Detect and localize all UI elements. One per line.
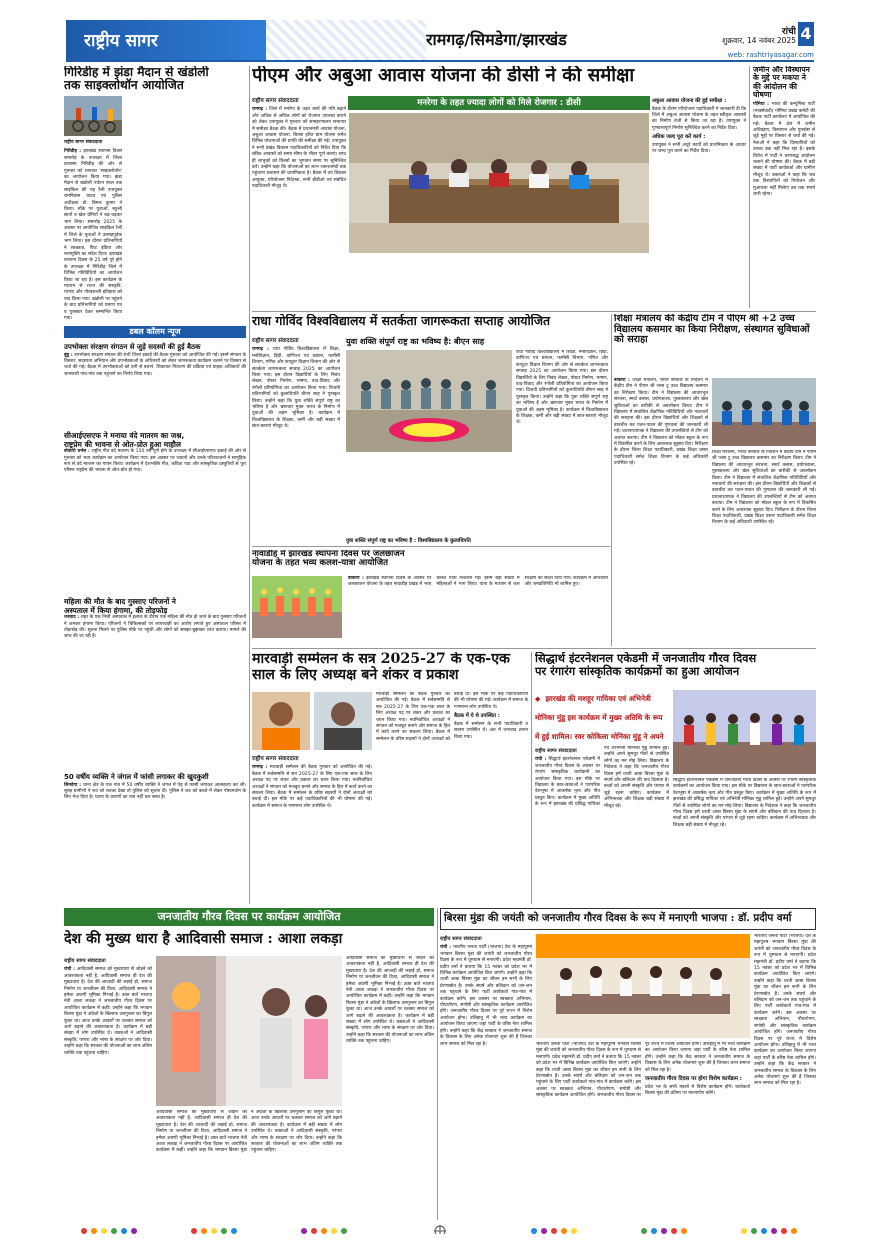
headline-giridih-line1: गिरिडीह में झंडा मैदान से खंडोली	[64, 66, 209, 79]
marwadi-text-cont: मारवाड़ी सम्मेलन की बैठक गुरुवार को आयोजित की गई। बैठक में सर्वसम्मति से सत्र 2025-27 के लिए एक-एक साल के लिए अध्यक्ष पद पर शंकर और प्रकाश का चयन किया गया। नवनिर्वाचित अध्यक्षों ने संगठन को मजबूत बनाने और समाज के हित में कार्य करने का संकल्प लिया। बैठक में सम्मेलन के वरिष्ठ सदस्यों ने दोनों अध्यक्षों को बधाई दी। इस मौके पर कई पदाधिकारियों की भी घोषणा की गई। कार्यक्रम में समाज के गणमान्य लोग उपस्थित थे।	[376, 692, 528, 742]
radha-govind-text-cont: राधा गोविंद विश्वविद्यालय में शिक्षा, मनोविज्ञान, हिंदी, वाणिज्य एवं प्रबंधन, फार्मेसी विभाग, गणित और कंप्यूटर विज्ञान विभाग की ओर से सतर्कता जागरूकता सप्ताह 2025 का आयोजन किया गया। इस दौरान विद्यार्थियों के लिए निबंध लेखन, पोस्टर निर्माण, भाषण, वाद-विवाद और रंगोली प्रतियोगिता का आयोजन किया गया। विजयी प्रतिभागियों को कुलाधिपति बीएन साह ने पुरस्कृत किया। उन्होंने कहा कि युवा शक्ति संपूर्ण राष्ट्र का भविष्य है और भ्रष्टाचार मुक्त भारत के निर्माण में युवाओं की अहम भूमिका है। कार्यक्रम में विश्वविद्यालय के शिक्षक, कर्मी और बड़ी संख्या में छात्र-छात्राएं मौजूद थे।	[516, 350, 608, 426]
cyclothon-photo-graphic	[64, 96, 122, 136]
story-brief-2	[64, 430, 246, 546]
page-number: 4	[798, 22, 814, 46]
kendriya-col-right	[712, 450, 816, 644]
story-brief-1	[64, 342, 246, 440]
dc-review-col1	[252, 96, 346, 308]
photo-siddharth	[673, 690, 816, 774]
photo-kendriya	[712, 378, 816, 446]
kendriya-text: शिक्षा मंत्रालय, भारत सरकार के निर्देशन में केंद्रीय टीम ने पीएम श्री प्लस टू उच्च विद्यालय कसमार का निरीक्षण किया। टीम ने विद्यालय की आधारभूत संरचना, स्मार्ट क्लास, प्रयोगशाला, पुस्तकालय और खेल सुविधाओं का बारीकी से अवलोकन किया। टीम ने विद्यालय में संचालित शैक्षणिक गतिविधियों और नवाचारों की सराहना की। इस दौरान विद्यार्थियों और शिक्षकों से बातचीत कर पठन-पाठन की गुणवत्ता की जानकारी ली गई। प्रधानाध्यापक ने विद्यालय की उपलब्धियों से टीम को अवगत कराया। टीम ने विद्यालय को मॉडल स्कूल के रूप में विकसित करने के लिए आवश्यक सुझाव दिए। निरीक्षण के दौरान जिला शिक्षा पदाधिकारी, प्रखंड शिक्षा प्रसार पदाधिकारी समेत शिक्षा विभाग के कई अधिकारी उपस्थित रहे।	[614, 378, 708, 467]
brief-3-dateline: धनबाद :	[64, 615, 80, 621]
land-displaced-body	[753, 102, 815, 198]
birsa-text-2: प्रदेश भर के सभी मंडलों में विशेष कार्यक्रम होंगे। कार्यकर्ता बिरसा मुंडा की प्रतिमा पर माल्यार्पण करेंगे।	[645, 1084, 750, 1097]
headline-marwadi-line2: साल के लिए अध्यक्ष बने शंकर व प्रकाश	[252, 666, 459, 683]
dc-review-subhead-3: अधिक जल्द पूरा करें कार्य :	[652, 134, 706, 141]
masthead-date: शुक्रवार, 14 नवंबर 2025	[722, 36, 796, 45]
land-displaced-text: भारत की कम्युनिस्ट पार्टी (मार्क्सवादी) गोमिया प्रखंड कमेटी की बैठक पार्टी कार्यालय में आयोजित की गई। बैठक में क्षेत्र में जमीन अधिग्रहण, विस्थापन और पुनर्वास से जुड़े मुद्दों पर विस्तार से चर्चा की गई। नेताओं ने कहा कि विस्थापितों को उनका हक नहीं मिल रहा है। इसके विरोध में पार्टी ने चरणबद्ध आंदोलन चलाने की घोषणा की। बैठक में बड़ी संख्या में पार्टी कार्यकर्ता और ग्रामीण मौजूद थे। वक्ताओं ने कहा कि जब तक विस्थापितों को नियोजन और मुआवजा नहीं मिलेगा तब तक संघर्ष जारी रहेगा।	[753, 102, 815, 198]
dc-review-col3	[652, 96, 746, 308]
footer-dots-graphic	[64, 1225, 816, 1234]
brief-4-text: थाना क्षेत्र के एक गांव में 50 वर्षीय व्यक्ति ने जंगल में पेड़ से फांसी लगाकर आत्महत्या कर ली। सुबह ग्रामीणों ने शव को लटका देखा तो पुलिस को सूचना दी। पुलिस ने शव को कब्जे में लेकर पोस्टमार्टम के लिए भेज दिया है। घटना के कारणों का पता नहीं चल सका है।	[64, 782, 246, 801]
brief-2-text: राष्ट्रीय गीत वंदे मातरम के 150 वर्ष पूर्ण होने के उपलक्ष्य में सीआईएसएफ इकाई की ओर से गुरुवार को भव्य कार्यक्रम का आयोजन किया गया। इस अवसर पर जवानों और उनके परिवारजनों ने सामूहिक रूप से वंदे मातरम का गायन किया। कार्यक्रम में देशभक्ति गीत, कविता पाठ और सांस्कृतिक प्रस्तुतियों से पूरा परिसर राष्ट्रप्रेम की भावना से ओत-प्रोत हो गया।	[64, 449, 246, 474]
marwadi-byline: राष्ट्रीय सागर संवाददाता	[252, 756, 299, 762]
brief-1-headline: उपभोक्ता संरक्षण संगठन से जुड़े सदस्यों की हुई बैठक	[64, 343, 201, 351]
headline-land-displaced: जमीन और विस्थापन के मुद्दे पर मकपा ने की आंदोलन की घोषणा	[753, 66, 810, 100]
headline-nawadih-line2: योजना के तहत भव्य कलश-यात्रा आयोजित	[252, 558, 388, 569]
birsa-headline-box	[440, 908, 816, 930]
brief-3-headline-line1: महिला की मौत के बाद गुस्साए परिजनों ने	[64, 597, 176, 606]
masthead-pattern	[266, 20, 426, 62]
brief-4-body	[64, 783, 246, 802]
photo-birsa	[536, 934, 750, 1038]
headline-siddharth-line1: सिद्धार्थ इंटरनेशनल एकेडमी में जनजातीय गौरव दिवस	[535, 652, 757, 665]
story-asha-lakra	[64, 928, 434, 1218]
nawadih-text: झारखंड स्थापना दिवस के अवसर पर जलछाजन योजना के तहत नावाडीह प्रखंड में भव्य कलश यात्रा निकाली गई। इसमें बड़ी संख्या में महिलाओं ने भाग लिया। यात्रा के माध्यम से जल संरक्षण का संदेश दिया गया। कार्यक्रम में अधिकारी और जनप्रतिनिधि भी शामिल हुए।	[348, 576, 608, 588]
asha-lakra-photo-graphic	[156, 956, 342, 1106]
giridih-dateline: गिरिडीह :	[64, 149, 82, 155]
dc-review-text-3: उपायुक्त ने सभी अधूरे कार्यों को प्राथमिकता के आधार पर जल्द पूरा करने का निर्देश दिया।	[652, 142, 746, 155]
column-rule-mid	[611, 314, 612, 646]
story-radha-govind	[252, 314, 608, 544]
land-displaced-dateline: गोमिया :	[753, 102, 769, 108]
story-birsa	[440, 908, 816, 1220]
double-column-label-bar	[64, 326, 246, 338]
marwadi-text: मारवाड़ी सम्मेलन की बैठक गुरुवार को आयोजित की गई। बैठक में सर्वसम्मति से सत्र 2025-27 के लिए एक-एक साल के लिए अध्यक्ष पद पर शंकर और प्रकाश का चयन किया गया। नवनिर्वाचित अध्यक्षों ने संगठन को मजबूत बनाने और समाज के हित में कार्य करने का संकल्प लिया। बैठक में सम्मेलन के वरिष्ठ सदस्यों ने दोनों अध्यक्षों को बधाई दी। इस मौके पर कई पदाधिकारियों की भी घोषणा की गई। कार्यक्रम में समाज के गणमान्य लोग उपस्थित थे।	[252, 765, 372, 809]
row-rule-1	[252, 311, 816, 312]
siddharth-photo-graphic	[673, 690, 816, 774]
dc-review-subhead: मनरेगा के तहत ज्यादा लोगों को मिले रोजगार : डीसी	[417, 98, 581, 108]
siddharth-callout-text: झारखंड की मशहूर गायिका एवं अभिनेत्री मोनिका मुंडू इस कार्यक्रम में मुख्य अतिथि के रूप में हुई शामिल। स्वर कोकिला मोनिका मुंडू ने अपने	[535, 694, 664, 741]
banner-title: जनजातीय गौरव दिवस पर कार्यक्रम आयोजित	[157, 910, 341, 923]
paper-name: राष्ट्रीय सागर	[84, 31, 158, 51]
photo-nawadih	[252, 576, 342, 638]
radha-govind-caption: युवा शक्ति संपूर्ण राष्ट्र का भविष्य है : विश्वविद्यालय के कुलाधिपति	[346, 538, 471, 544]
birsa-byline: राष्ट्रीय सागर संवाददाता	[440, 936, 482, 942]
masthead-website: web: rashtriyasagar.com	[727, 51, 814, 59]
asha-lakra-byline: राष्ट्रीय सागर संवाददाता	[64, 958, 106, 964]
birsa-text-cont: भारतीय जनता पार्टी (भाजपा) देश के महापुरुष भगवान बिरसा मुंडा की जयंती को जनजातीय गौरव दिवस के रूप में धूमधाम से मनाएगी। प्रदेश महामंत्री डॉ. प्रदीप वर्मा ने बताया कि 15 नवंबर को प्रदेश भर में विभिन्न कार्यक्रम आयोजित किए जाएंगे। उन्होंने कहा कि धरती आबा बिरसा मुंडा का जीवन हम सभी के लिए प्रेरणास्रोत है। उनके संघर्ष और बलिदान को जन-जन तक पहुंचाने के लिए पार्टी कार्यकर्ता गांव-गांव में कार्यक्रम करेंगे। इस अवसर पर स्वच्छता अभियान, पौधारोपण, संगोष्ठी और सांस्कृतिक कार्यक्रम आयोजित होंगे। जनजातीय गौरव दिवस पर पूरे राज्य में विशेष आयोजन होगा। उलिहातु में भी भव्य कार्यक्रम का आयोजन किया जाएगा जहां पार्टी के वरिष्ठ नेता शामिल होंगे। उन्होंने कहा कि केंद्र सरकार ने जनजातीय समाज के विकास के लिए अनेक योजनाएं शुरू की हैं जिनका लाभ समाज को मिल रहा है।	[536, 1042, 750, 1099]
column-rule-left	[249, 66, 250, 904]
marwadi-portrait-2	[314, 692, 372, 750]
story-brief-3	[64, 596, 246, 772]
siddharth-byline: राष्ट्रीय सागर संवाददाता	[535, 748, 577, 754]
dc-review-text: जिले में मनरेगा के तहत कार्य की गति बढ़ाने और अधिक से अधिक लोगों को रोजगार उपलब्ध कराने को लेकर उपायुक्त ने गुरुवार को समाहरणालय सभागार में समीक्षा बैठक की। बैठक में प्रधानमंत्री आवास योजना, अबुआ आवास योजना, बिरसा हरित ग्राम योजना समेत विभिन्न योजनाओं की प्रगति की समीक्षा की गई। उपायुक्त ने सभी प्रखंड विकास पदाधिकारियों को निर्देश दिया कि लंबित आवासों को समय सीमा के भीतर पूर्ण कराएं। साथ ही लाभुकों को किस्तों का भुगतान समय पर सुनिश्चित करें। उन्होंने कहा कि योजनाओं का लाभ जरूरतमंदों तक पहुंचाना प्रशासन की प्राथमिकता है। बैठक में उप विकास आयुक्त, परियोजना निदेशक, सभी बीडीओ एवं संबंधित पदाधिकारी मौजूद थे।	[252, 107, 346, 190]
masthead-brand-block	[66, 20, 266, 62]
photo-asha-lakra	[156, 956, 342, 1106]
radha-govind-subhead: युवा शक्ति संपूर्ण राष्ट्र का भविष्य है: बीएन साह	[346, 337, 485, 346]
giridih-text: झारखंड स्थापना दिवस समारोह के उपलक्ष्य में जिला प्रशासन गिरिडीह की ओर से गुरुवार को शानदार 'साइक्लोथॉन' का आयोजन किया गया। झंडा मैदान से खंडोली पर्यटन स्थल तक साइकिल की यह रैली उपायुक्त रामनिवास यादव एवं पुलिस अधीक्षक डॉ. बिमल कुमार ने किया। मौके पर युवाओं, स्कूली छात्रों व खेल प्रेमियों ने बढ़-चढ़कर भाग लिया। समारोह 2025 के अवसर पर आयोजित साइकिल रैली में जिले के युवाओं ने उत्साहपूर्वक भाग लिया। इस दौरान प्रतिभागियों ने स्वच्छता, फिट इंडिया और नशामुक्ति का संदेश दिया। झारखंड स्थापना दिवस के 25 वर्ष पूरे होने के उपलक्ष्य में गिरिडीह जिले में विभिन्न गतिविधियों का आयोजन किया जा रहा है। इस कार्यक्रम के माध्यम से राज्य की संस्कृति, परंपरा और गौरवशाली इतिहास को याद किया गया। खंडोली पर पहुंचने के बाद प्रतिभागियों को प्रमाण पत्र व पुरस्कार देकर सम्मानित किया गया।	[64, 149, 122, 321]
story-land-displaced	[753, 66, 815, 308]
story-nawadih	[252, 550, 608, 644]
siddharth-text: सिद्धार्थ इंटरनेशनल एकेडमी में जनजातीय गौरव दिवस के अवसर पर रंगारंग सांस्कृतिक कार्यक्रमों का आयोजन किया गया। इस मौके पर विद्यालय के छात्र-छात्राओं ने पारंपरिक वेशभूषा में आकर्षक नृत्य और गीत प्रस्तुत किए। कार्यक्रम में मुख्य अतिथि के रूप में झारखंड की प्रसिद्ध गायिका एवं अभिनेत्री मोनिका मुंडू शामिल हुईं। उन्होंने अपने सुमधुर गीतों से उपस्थित लोगों का मन मोह लिया। विद्यालय के निदेशक ने कहा कि जनजातीय गौरव दिवस हमें धरती आबा बिरसा मुंडा के संघर्ष और बलिदान की याद दिलाता है। बच्चों को अपनी संस्कृति और परंपरा से जुड़े रहना चाहिए। कार्यक्रम में अभिभावक और शिक्षक बड़ी संख्या में मौजूद रहे।	[535, 746, 669, 809]
brief-1-dateline: बुंडू :	[64, 352, 73, 358]
giridih-left-text	[64, 138, 122, 324]
siddharth-col-left	[535, 746, 669, 904]
story-kendriya	[614, 314, 816, 644]
story-siddharth	[535, 652, 816, 904]
brief-2-body	[64, 449, 246, 475]
masthead-section-title: रामगढ़/सिमडेगा/झारखंड	[426, 30, 567, 49]
masthead	[66, 20, 814, 62]
photo-dc-meeting	[349, 113, 649, 253]
radha-govind-byline: राष्ट्रीय सागर संवाददाता	[252, 338, 299, 344]
kendriya-text-cont: शिक्षा मंत्रालय, भारत सरकार के निर्देशन में केंद्रीय टीम ने पीएम श्री प्लस टू उच्च विद्यालय कसमार का निरीक्षण किया। टीम ने विद्यालय की आधारभूत संरचना, स्मार्ट क्लास, प्रयोगशाला, पुस्तकालय और खेल सुविधाओं का बारीकी से अवलोकन किया। टीम ने विद्यालय में संचालित शैक्षणिक गतिविधियों और नवाचारों की सराहना की। इस दौरान विद्यार्थियों और शिक्षकों से बातचीत कर पठन-पाठन की गुणवत्ता की जानकारी ली गई। प्रधानाध्यापक ने विद्यालय की उपलब्धियों से टीम को अवगत कराया। टीम ने विद्यालय को मॉडल स्कूल के रूप में विकसित करने के लिए आवश्यक सुझाव दिए। निरीक्षण के दौरान जिला शिक्षा पदाधिकारी, प्रखंड शिक्षा प्रसार पदाधिकारी समेत शिक्षा विभाग के कई अधिकारी उपस्थित रहे।	[712, 450, 816, 526]
birsa-dateline: रांची :	[440, 945, 451, 951]
callout-diamond-icon: ◆	[535, 695, 541, 703]
column-rule-lower	[531, 652, 532, 904]
radha-govind-text: राधा गोविंद विश्वविद्यालय में शिक्षा, मनोविज्ञान, हिंदी, वाणिज्य एवं प्रबंधन, फार्मेसी विभाग, गणित और कंप्यूटर विज्ञान विभाग की ओर से सतर्कता जागरूकता सप्ताह 2025 का आयोजन किया गया। इस दौरान विद्यार्थियों के लिए निबंध लेखन, पोस्टर निर्माण, भाषण, वाद-विवाद और रंगोली प्रतियोगिता का आयोजन किया गया। विजयी प्रतिभागियों को कुलाधिपति बीएन साह ने पुरस्कृत किया। उन्होंने कहा कि युवा शक्ति संपूर्ण राष्ट्र का भविष्य है और भ्रष्टाचार मुक्त भारत के निर्माण में युवाओं की अहम भूमिका है। कार्यक्रम में विश्वविद्यालय के शिक्षक, कर्मी और बड़ी संख्या में छात्र-छात्राएं मौजूद थे।	[252, 347, 340, 430]
headline-kendriya: शिक्षा मंत्रालय की केंद्रीय टीम ने पीएम श्री +2 उच्च विद्यालय कसमार का किया निरीक्षण, संस्थागत सुविधाओं को सराहा	[614, 314, 810, 346]
headline-radha-govind: राधा गोविंद विश्वविद्यालय में सतर्कता जागरूकता सप्ताह आयोजित	[252, 314, 551, 328]
masthead-city: रांची	[781, 27, 796, 37]
marwadi-text-2: बैठक में सम्मेलन के सभी पदाधिकारी व सदस्य उपस्थित थे। अंत में धन्यवाद ज्ञापन किया गया।	[454, 721, 528, 740]
radha-govind-dateline: रामगढ़ :	[252, 347, 269, 353]
brief-3-headline-line2: अस्पताल में किया हंगामा, की तोड़फोड़	[64, 605, 168, 615]
nawadih-dateline: बोकारो :	[348, 576, 364, 581]
asha-lakra-text-cont: आदिवासी समाज को मुख्यधारा से जोड़ने को आवश्यकता नहीं है, आदिवासी समाज ही देश की मुख्यधारा है। देश की आजादी की लड़ाई हो, समाज निर्माण या जनजीवन की दिशा, आदिवासी समाज ने हमेशा अग्रणी भूमिका निभाई है। उक्त बातें भाजपा नेत्री आशा लकड़ा ने जनजातीय गौरव दिवस पर आयोजित कार्यक्रम में कहीं। उन्होंने कहा कि भगवान बिरसा मुंडा ने अंग्रेजों के खिलाफ उलगुलान का बिगुल फूंका था। आज उनके आदर्शों पर चलकर समाज को आगे बढ़ाने की आवश्यकता है। कार्यक्रम में बड़ी संख्या में लोग उपस्थित थे। वक्ताओं ने आदिवासी संस्कृति, परंपरा और भाषा के संरक्षण पर जोर दिया। उन्होंने कहा कि सरकार की योजनाओं का लाभ अंतिम व्यक्ति तक पहुंचना चाहिए।	[156, 1110, 342, 1154]
birsa-col2	[536, 1042, 750, 1220]
headline-marwadi-line1: मारवाड़ी सम्मेलन के सत्र 2025-27 के एक-एक	[252, 652, 510, 667]
asha-lakra-col4	[346, 956, 434, 1218]
asha-lakra-text: आदिवासी समाज को मुख्यधारा से जोड़ने को आवश्यकता नहीं है, आदिवासी समाज ही देश की मुख्यधारा है। देश की आजादी की लड़ाई हो, समाज निर्माण या जनजीवन की दिशा, आदिवासी समाज ने हमेशा अग्रणी भूमिका निभाई है। उक्त बातें भाजपा नेत्री आशा लकड़ा ने जनजातीय गौरव दिवस पर आयोजित कार्यक्रम में कहीं। उन्होंने कहा कि भगवान बिरसा मुंडा ने अंग्रेजों के खिलाफ उलगुलान का बिगुल फूंका था। आज उनके आदर्शों पर चलकर समाज को आगे बढ़ाने की आवश्यकता है। कार्यक्रम में बड़ी संख्या में लोग उपस्थित थे। वक्ताओं ने आदिवासी संस्कृति, परंपरा और भाषा के संरक्षण पर जोर दिया। उन्होंने कहा कि सरकार की योजनाओं का लाभ अंतिम व्यक्ति तक पहुंचना चाहिए।	[64, 967, 152, 1056]
row-rule-2	[252, 546, 610, 547]
headline-dc-review: पीएम और अबुआ आवास योजना की डीसी ने की समीक्षा	[252, 66, 635, 86]
column-rule-right-top	[749, 66, 750, 308]
footer-dots	[64, 1222, 816, 1234]
row-rule-3	[252, 648, 816, 649]
marwadi-subhead: बैठक में ये थे उपस्थित :	[454, 713, 500, 720]
story-dc-review	[252, 66, 746, 310]
birsa-text: भारतीय जनता पार्टी (भाजपा) देश के महापुरुष भगवान बिरसा मुंडा की जयंती को जनजातीय गौरव दिवस के रूप में धूमधाम से मनाएगी। प्रदेश महामंत्री डॉ. प्रदीप वर्मा ने बताया कि 15 नवंबर को प्रदेश भर में विभिन्न कार्यक्रम आयोजित किए जाएंगे। उन्होंने कहा कि धरती आबा बिरसा मुंडा का जीवन हम सभी के लिए प्रेरणास्रोत है। उनके संघर्ष और बलिदान को जन-जन तक पहुंचाने के लिए पार्टी कार्यकर्ता गांव-गांव में कार्यक्रम करेंगे। इस अवसर पर स्वच्छता अभियान, पौधारोपण, संगोष्ठी और सांस्कृतिक कार्यक्रम आयोजित होंगे। जनजातीय गौरव दिवस पर पूरे राज्य में विशेष आयोजन होगा। उलिहातु में भी भव्य कार्यक्रम का आयोजन किया जाएगा जहां पार्टी के वरिष्ठ नेता शामिल होंगे। उन्होंने कहा कि केंद्र सरकार ने जनजातीय समाज के विकास के लिए अनेक योजनाएं शुरू की हैं जिनका लाभ समाज को मिल रहा है।	[440, 945, 532, 1047]
siddharth-text-cont: सिद्धार्थ इंटरनेशनल एकेडमी में जनजातीय गौरव दिवस के अवसर पर रंगारंग सांस्कृतिक कार्यक्रमों का आयोजन किया गया। इस मौके पर विद्यालय के छात्र-छात्राओं ने पारंपरिक वेशभूषा में आकर्षक नृत्य और गीत प्रस्तुत किए। कार्यक्रम में मुख्य अतिथि के रूप में झारखंड की प्रसिद्ध गायिका एवं अभिनेत्री मोनिका मुंडू शामिल हुईं। उन्होंने अपने सुमधुर गीतों से उपस्थित लोगों का मन मोह लिया। विद्यालय के निदेशक ने कहा कि जनजातीय गौरव दिवस हमें धरती आबा बिरसा मुंडा के संघर्ष और बलिदान की याद दिलाता है। बच्चों को अपनी संस्कृति और परंपरा से जुड़े रहना चाहिए। कार्यक्रम में अभिभावक और शिक्षक बड़ी संख्या में मौजूद रहे।	[673, 778, 816, 828]
brief-4-headline: 50 वर्षीय व्यक्ति ने जंगल में फांसी लगाकर की खुदकुशी	[64, 773, 209, 781]
banner-bar	[64, 908, 434, 926]
photo-radha-govind	[346, 350, 512, 452]
dc-meeting-photo-graphic	[349, 113, 649, 253]
asha-lakra-col3	[156, 1110, 342, 1218]
headline-asha-lakra: देश की मुख्य धारा है आदिवासी समाज : आशा लकड़ा	[64, 931, 343, 947]
brief-1-text: उपभोक्ता संरक्षण संगठन की रांची जिला इकाई की बैठक गुरुवार को आयोजित की गई। इसमें संगठन के विस्तार, सदस्यता अभियान और उपभोक्ताओं के अधिकारों को लेकर जागरूकता कार्यक्रम चलाने पर विस्तार से चर्चा की गई। बैठक में उपभोक्ताओं को ठगी से बचाने, शिकायत निवारण की प्रक्रिया एवं ग्राहक अधिकारों की जानकारी गांव-गांव तक पहुंचाने का निर्णय लिया गया।	[64, 352, 246, 377]
asha-lakra-col1	[64, 956, 152, 1218]
birsa-photo-graphic	[536, 934, 750, 1038]
marwadi-col-left	[252, 754, 372, 904]
kendriya-photo-graphic	[712, 378, 816, 446]
dc-review-dateline: रामगढ़ :	[252, 107, 268, 113]
brief-2-headline-line1: सीआईएसएफ ने मनाया वंदे मातरम का जश्न,	[64, 431, 185, 440]
birsa-text-cont-2: भारतीय जनता पार्टी (भाजपा) देश के महापुरुष भगवान बिरसा मुंडा की जयंती को जनजातीय गौरव दिवस के रूप में धूमधाम से मनाएगी। प्रदेश महामंत्री डॉ. प्रदीप वर्मा ने बताया कि 15 नवंबर को प्रदेश भर में विभिन्न कार्यक्रम आयोजित किए जाएंगे। उन्होंने कहा कि धरती आबा बिरसा मुंडा का जीवन हम सभी के लिए प्रेरणास्रोत है। उनके संघर्ष और बलिदान को जन-जन तक पहुंचाने के लिए पार्टी कार्यकर्ता गांव-गांव में कार्यक्रम करेंगे। इस अवसर पर स्वच्छता अभियान, पौधारोपण, संगोष्ठी और सांस्कृतिक कार्यक्रम आयोजित होंगे। जनजातीय गौरव दिवस पर पूरे राज्य में विशेष आयोजन होगा। उलिहातु में भी भव्य कार्यक्रम का आयोजन किया जाएगा जहां पार्टी के वरिष्ठ नेता शामिल होंगे। उन्होंने कहा कि केंद्र सरकार ने जनजातीय समाज के विकास के लिए अनेक योजनाएं शुरू की हैं जिनका लाभ समाज को मिल रहा है।	[754, 934, 816, 1087]
brief-1-body	[64, 353, 246, 379]
radha-govind-col1	[252, 336, 340, 544]
dc-review-subhead-bar	[348, 96, 650, 110]
birsa-col4	[754, 934, 816, 1220]
column-rule-bottom	[437, 908, 438, 1220]
story-brief-4	[64, 772, 246, 858]
brief-3-text: शहर के एक निजी अस्पताल में इलाज के दौरान एक महिला की मौत हो जाने के बाद गुस्साए परिजनों ने जमकर हंगामा किया। परिजनों ने चिकित्सकों पर लापरवाही का आरोप लगाते हुए अस्पताल परिसर में तोड़फोड़ की। सूचना मिलने पर पुलिस मौके पर पहुंची और लोगों को समझा-बुझाकर शांत कराया। मामले की जांच की जा रही है।	[64, 615, 246, 640]
birsa-col1	[440, 934, 532, 1220]
brief-2-headline-line2: राष्ट्रप्रेम की भावना से ओत-प्रोत हुआ माहौल	[64, 439, 181, 449]
story-marwadi	[252, 652, 528, 904]
marwadi-dateline: रामगढ़ :	[252, 765, 268, 771]
siddharth-callout	[535, 686, 669, 742]
story-giridih	[64, 66, 246, 326]
kendriya-col-left	[614, 378, 708, 644]
marwadi-portrait-1	[252, 692, 310, 750]
photo-cyclothon	[64, 96, 122, 136]
nawadih-photo-graphic	[252, 576, 342, 638]
radha-govind-photo-graphic	[346, 350, 512, 452]
birsa-subhead: जनजातीय गौरव दिवस पर होगा विशेष कार्यक्रम :	[645, 1076, 742, 1083]
photo-marwadi-shankar	[252, 692, 310, 750]
siddharth-dateline: रांची :	[535, 757, 547, 763]
brief-2-dateline: बोकारो थर्मल :	[64, 449, 90, 455]
headline-giridih-line2: तक साइक्लोथॉन आयोजित	[64, 78, 184, 93]
asha-lakra-text-cont-2: आदिवासी समाज को मुख्यधारा से जोड़ने को आवश्यकता नहीं है, आदिवासी समाज ही देश की मुख्यधारा है। देश की आजादी की लड़ाई हो, समाज निर्माण या जनजीवन की दिशा, आदिवासी समाज ने हमेशा अग्रणी भूमिका निभाई है। उक्त बातें भाजपा नेत्री आशा लकड़ा ने जनजातीय गौरव दिवस पर आयोजित कार्यक्रम में कहीं। उन्होंने कहा कि भगवान बिरसा मुंडा ने अंग्रेजों के खिलाफ उलगुलान का बिगुल फूंका था। आज उनके आदर्शों पर चलकर समाज को आगे बढ़ाने की आवश्यकता है। कार्यक्रम में बड़ी संख्या में लोग उपस्थित थे। वक्ताओं ने आदिवासी संस्कृति, परंपरा और भाषा के संरक्षण पर जोर दिया। उन्होंने कहा कि सरकार की योजनाओं का लाभ अंतिम व्यक्ति तक पहुंचना चाहिए।	[346, 956, 434, 1045]
kendriya-dateline: बोकारो :	[614, 378, 630, 383]
siddharth-col-right	[673, 778, 816, 904]
headline-siddharth-line2: पर रंगारंग सांस्कृतिक कार्यक्रमों का हुआ आयोजन	[535, 663, 740, 678]
brief-3-body	[64, 615, 246, 641]
dc-review-text-2: बैठक के दौरान परियोजना पदाधिकारी ने जानकारी दी कि जिले में अबुआ आवास योजना के तहत स्वीकृत आवासों का निर्माण तेजी से किया जा रहा है। उपायुक्त ने गुणवत्तापूर्ण निर्माण सुनिश्चित करने का निर्देश दिया।	[652, 106, 746, 131]
headline-birsa: बिरसा मुंडा की जयंती को जनजातीय गौरव दिवस के रूप में मनाएगी भाजपा : डॉ. प्रदीप वर्मा	[444, 912, 792, 924]
headline-nawadih-line1: नावाडीह में झारखंड स्थापना दिवस पर जलछाजन	[252, 550, 405, 559]
masthead-bottom-rule	[66, 60, 814, 62]
radha-govind-col3	[516, 350, 608, 532]
photo-marwadi-prakash	[314, 692, 372, 750]
giridih-byline: राष्ट्रीय सागर संवाददाता	[64, 140, 103, 145]
double-column-label: डबल कॉलम न्यूज	[129, 327, 181, 336]
dc-review-byline: राष्ट्रीय सागर संवाददाता	[252, 98, 299, 104]
dc-review-subhead-2: अबुआ आवास योजना की हुई समीक्षा :	[652, 98, 727, 104]
brief-4-dateline: सिमडेगा :	[64, 782, 82, 788]
asha-lakra-dateline: रांची :	[64, 967, 75, 973]
marwadi-col-right	[376, 692, 528, 904]
nawadih-body	[348, 576, 608, 642]
